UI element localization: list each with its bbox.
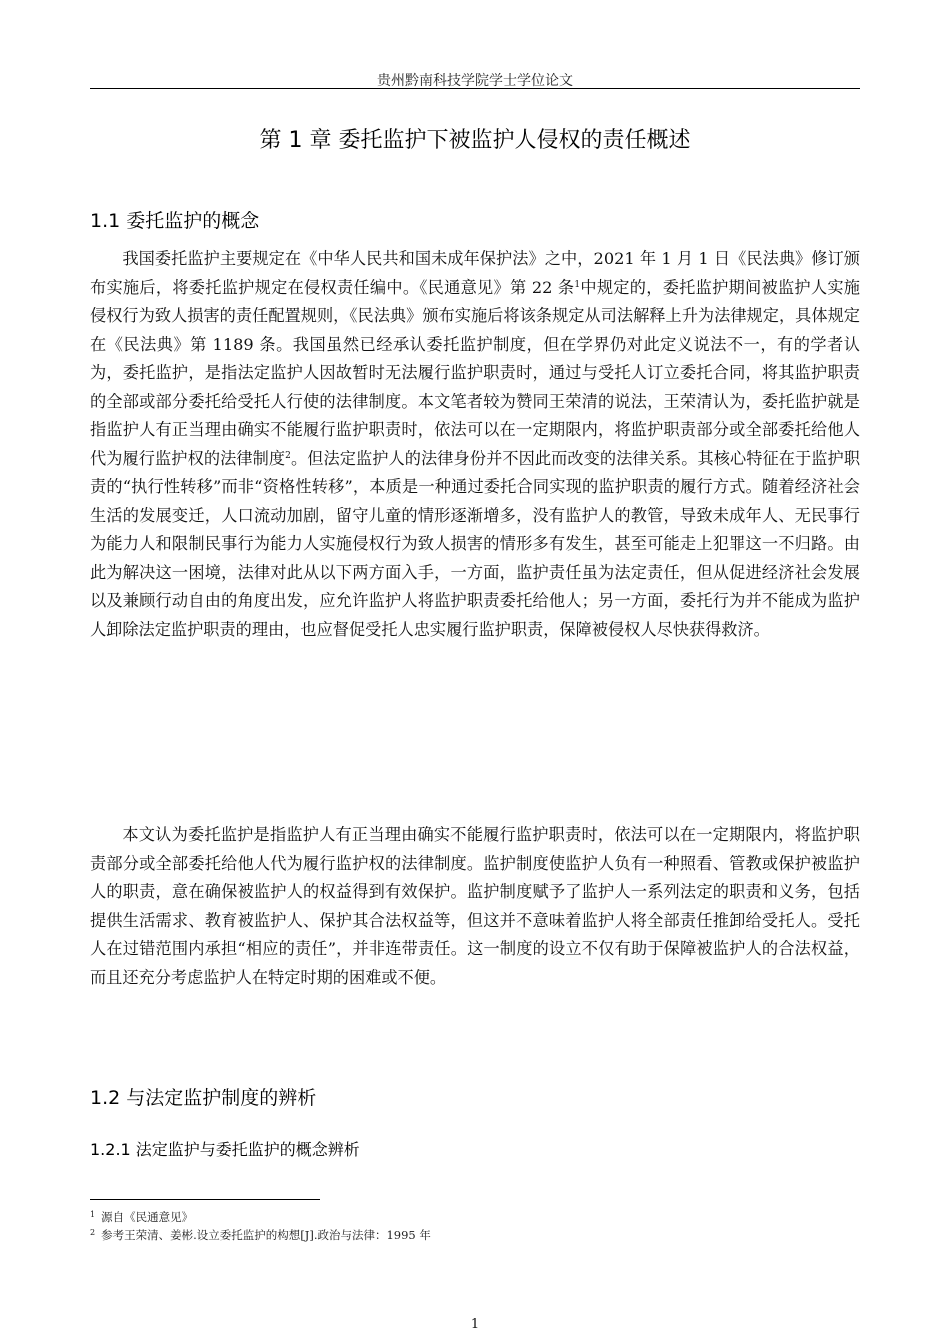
footnote-separator (90, 1199, 320, 1200)
paragraph-2: 本文认为委托监护是指监护人有正当理由确实不能履行监护职责时，依法可以在一定期限内，将监护职责部分或全部委托给他人代为履行监护权的法律制度。监护制度使监护人负有一种照看、管教或保护被监护人的职责，意在确保被监护人的权益得到有效保护。监护制度赋予了监护人一系列法定的职责和义务，包括提供生活需求、教育被监护人、保护其合法权益等，但这并不意味着监护人将全部责任推卸给受托人。受托人在过错范围内承担“相应的责任”，并非连带责任。这一制度的设立不仅有助于保障被监护人的合法权益，而且还充分考虑监护人在特定时期的困难或不便。 (90, 825, 860, 987)
footnote-ref-2[interactable]: 2 (285, 450, 291, 461)
footnote-1-text: 源自《民通意见》 (101, 1210, 194, 1224)
subsection-heading-1-2-1: 1.2.1 法定监护与委托监护的概念辨析 (90, 1140, 360, 1159)
footnote-1-number: 1 (90, 1210, 96, 1219)
paragraph-1 (90, 245, 860, 644)
footnote-1 (90, 1209, 193, 1225)
section-heading-1-1: 1.1 委托监护的概念 (90, 210, 260, 232)
page-number: 1 (470, 1317, 480, 1332)
header-rule (90, 88, 860, 89)
footnote-ref-1[interactable]: 1 (574, 279, 581, 290)
paragraph-1-part-c: 。但法定监护人的法律身份并不因此而改变的法律关系。其核心特征在于监护职责的“执行性转移”而非“资格性转移”，本质是一种通过委托合同实现的监护职责的履行方式。随着经济社会生活的发展变迁，人口流动加剧，留守儿童的情形逐渐增多，没有监护人的教管，导致未成年人、无民事行为能力人和限制民事行为能力人实施侵权行为致人损害的情形多有发生，甚至可能走上犯罪这一不归路。由此为解决这一困境，法律对此从以下两方面入手，一方面，监护责任虽为法定责任，但从促进经济社会发展以及兼顾行动自由的角度出发，应允许监护人将监护职责委托给他人；另一方面，委托行为并不能成为监护人卸除法定监护职责的理由，也应督促受托人忠实履行监护职责，保障被侵权人尽快获得救济。 (90, 448, 861, 639)
footnote-2-number: 2 (90, 1228, 96, 1237)
chapter-title: 第 1 章 委托监护下被监护人侵权的责任概述 (259, 128, 691, 153)
running-header: 贵州黔南科技学院学士学位论文 (377, 73, 573, 89)
section-heading-1-2: 1.2 与法定监护制度的辨析 (90, 1087, 317, 1109)
footnote-2-text: 参考王荣清、姜彬.设立委托监护的构想[J].政治与法律：1995 年 (101, 1228, 431, 1242)
paragraph-1-part-b: 中规定的，委托监护期间被监护人实施侵权行为致人损害的责任配置规则，《民法典》颁布实施后将该条规定从司法解释上升为法律规定，具体规定在《民法典》第 1189 条。我国虽然已经承认委托监护制度，但在学界仍对此定义说法不一，有的学者认为，委托监护，是指法定监护人因故暂时无法履行监护职责时，通过与受托人订立委托合同，将其监护职责的全部或部分委托给受托人行使的法律制度。本文笔者较为赞同王荣清的说法，王荣清认为，委托监护就是指监护人有正当理由确实不能履行监护职责时，依法可以在一定期限内，将监护职责部分或全部委托给他人代为履行监护权的法律制度 (90, 277, 860, 468)
footnote-2 (90, 1227, 431, 1243)
paragraph-1-part-a: 我国委托监护主要规定在《中华人民共和国未成年保护法》之中，2021 年 1 月 1 日《民法典》修订颁布实施后，将委托监护规定在侵权责任编中。《民通意见》第 22 条 (90, 249, 860, 297)
